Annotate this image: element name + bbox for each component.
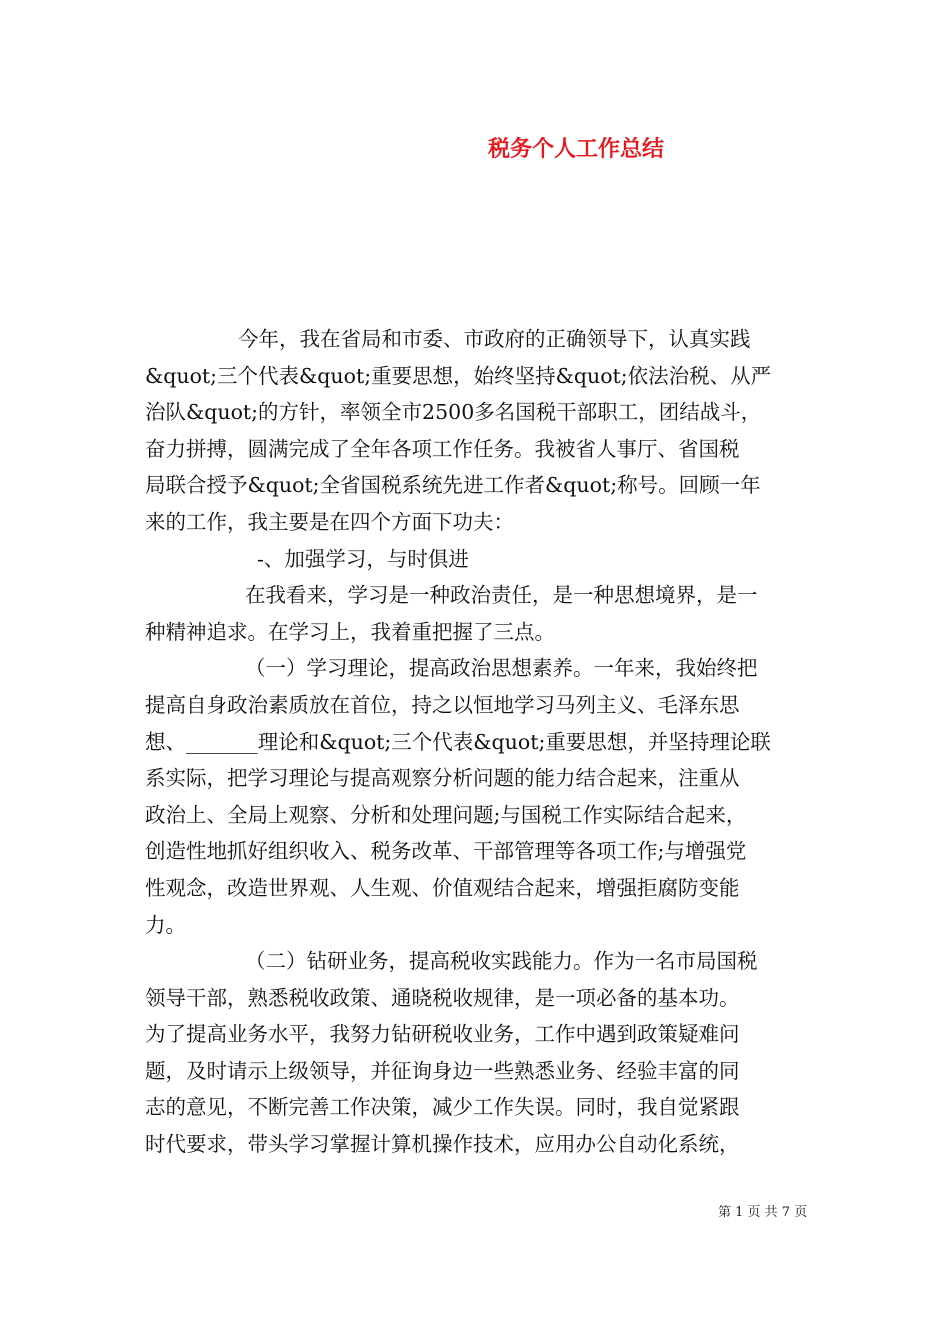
body-line: 在我看来，学习是一种政治责任，是一种思想境界，是一 xyxy=(245,583,758,608)
document-title: 税务个人工作总结 xyxy=(488,137,665,162)
body-line: 力。 xyxy=(145,912,186,937)
body-line: 政治上、全局上观察、分析和处理问题;与国税工作实际结合起来， xyxy=(145,802,747,827)
body-line: 系实际，把学习理论与提高观察分析问题的能力结合起来，注重从 xyxy=(145,766,740,791)
body-line: 想、_______理论和&quot;三个代表&quot;重要思想，并坚持理论联 xyxy=(145,729,771,754)
body-line: （一）学习理论，提高政治思想素养。一年来，我始终把 xyxy=(245,656,758,681)
body-line: 奋力拼搏，圆满完成了全年各项工作任务。我被省人事厅、省国税 xyxy=(145,436,740,461)
body-line: 创造性地抓好组织收入、税务改革、干部管理等各项工作;与增强党 xyxy=(145,839,747,864)
body-line: 种精神追求。在学习上，我着重把握了三点。 xyxy=(145,619,555,644)
body-line: 性观念，改造世界观、人生观、价值观结合起来，增强拒腐防变能 xyxy=(145,875,740,900)
body-line: （二）钻研业务，提高税收实践能力。作为一名市局国税 xyxy=(245,949,758,974)
body-line: &quot;三个代表&quot;重要思想，始终坚持&quot;依法治税、从严 xyxy=(145,363,772,388)
body-line: 志的意见，不断完善工作决策，减少工作失误。同时，我自觉紧跟 xyxy=(145,1095,740,1120)
body-line: 治队&quot;的方针，率领全市2500多名国税干部职工，团结战斗， xyxy=(145,400,762,425)
body-line: 今年，我在省局和市委、市政府的正确领导下，认真实践 xyxy=(238,327,751,351)
body-line: 题，及时请示上级领导，并征询身边一些熟悉业务、经验丰富的同 xyxy=(145,1058,740,1083)
body-line: 为了提高业务水平，我努力钻研税收业务，工作中遇到政策疑难问 xyxy=(145,1022,740,1047)
body-line: 领导干部，熟悉税收政策、通晓税收规律，是一项必备的基本功。 xyxy=(145,985,740,1010)
body-line: 提高自身政治素质放在首位，持之以恒地学习马列主义、毛泽东思 xyxy=(145,692,740,717)
body-line: -、加强学习，与时俱进 xyxy=(257,546,469,571)
document-body xyxy=(145,321,807,1163)
body-line: 局联合授予&quot;全省国税系统先进工作者&quot;称号。回顾一年 xyxy=(145,473,761,498)
body-line: 时代要求，带头学习掌握计算机操作技术，应用办公自动化系统， xyxy=(145,1132,740,1157)
page-number-footer: 第 1 页 共 7 页 xyxy=(718,1205,808,1220)
body-line: 来的工作，我主要是在四个方面下功夫： xyxy=(145,509,514,534)
